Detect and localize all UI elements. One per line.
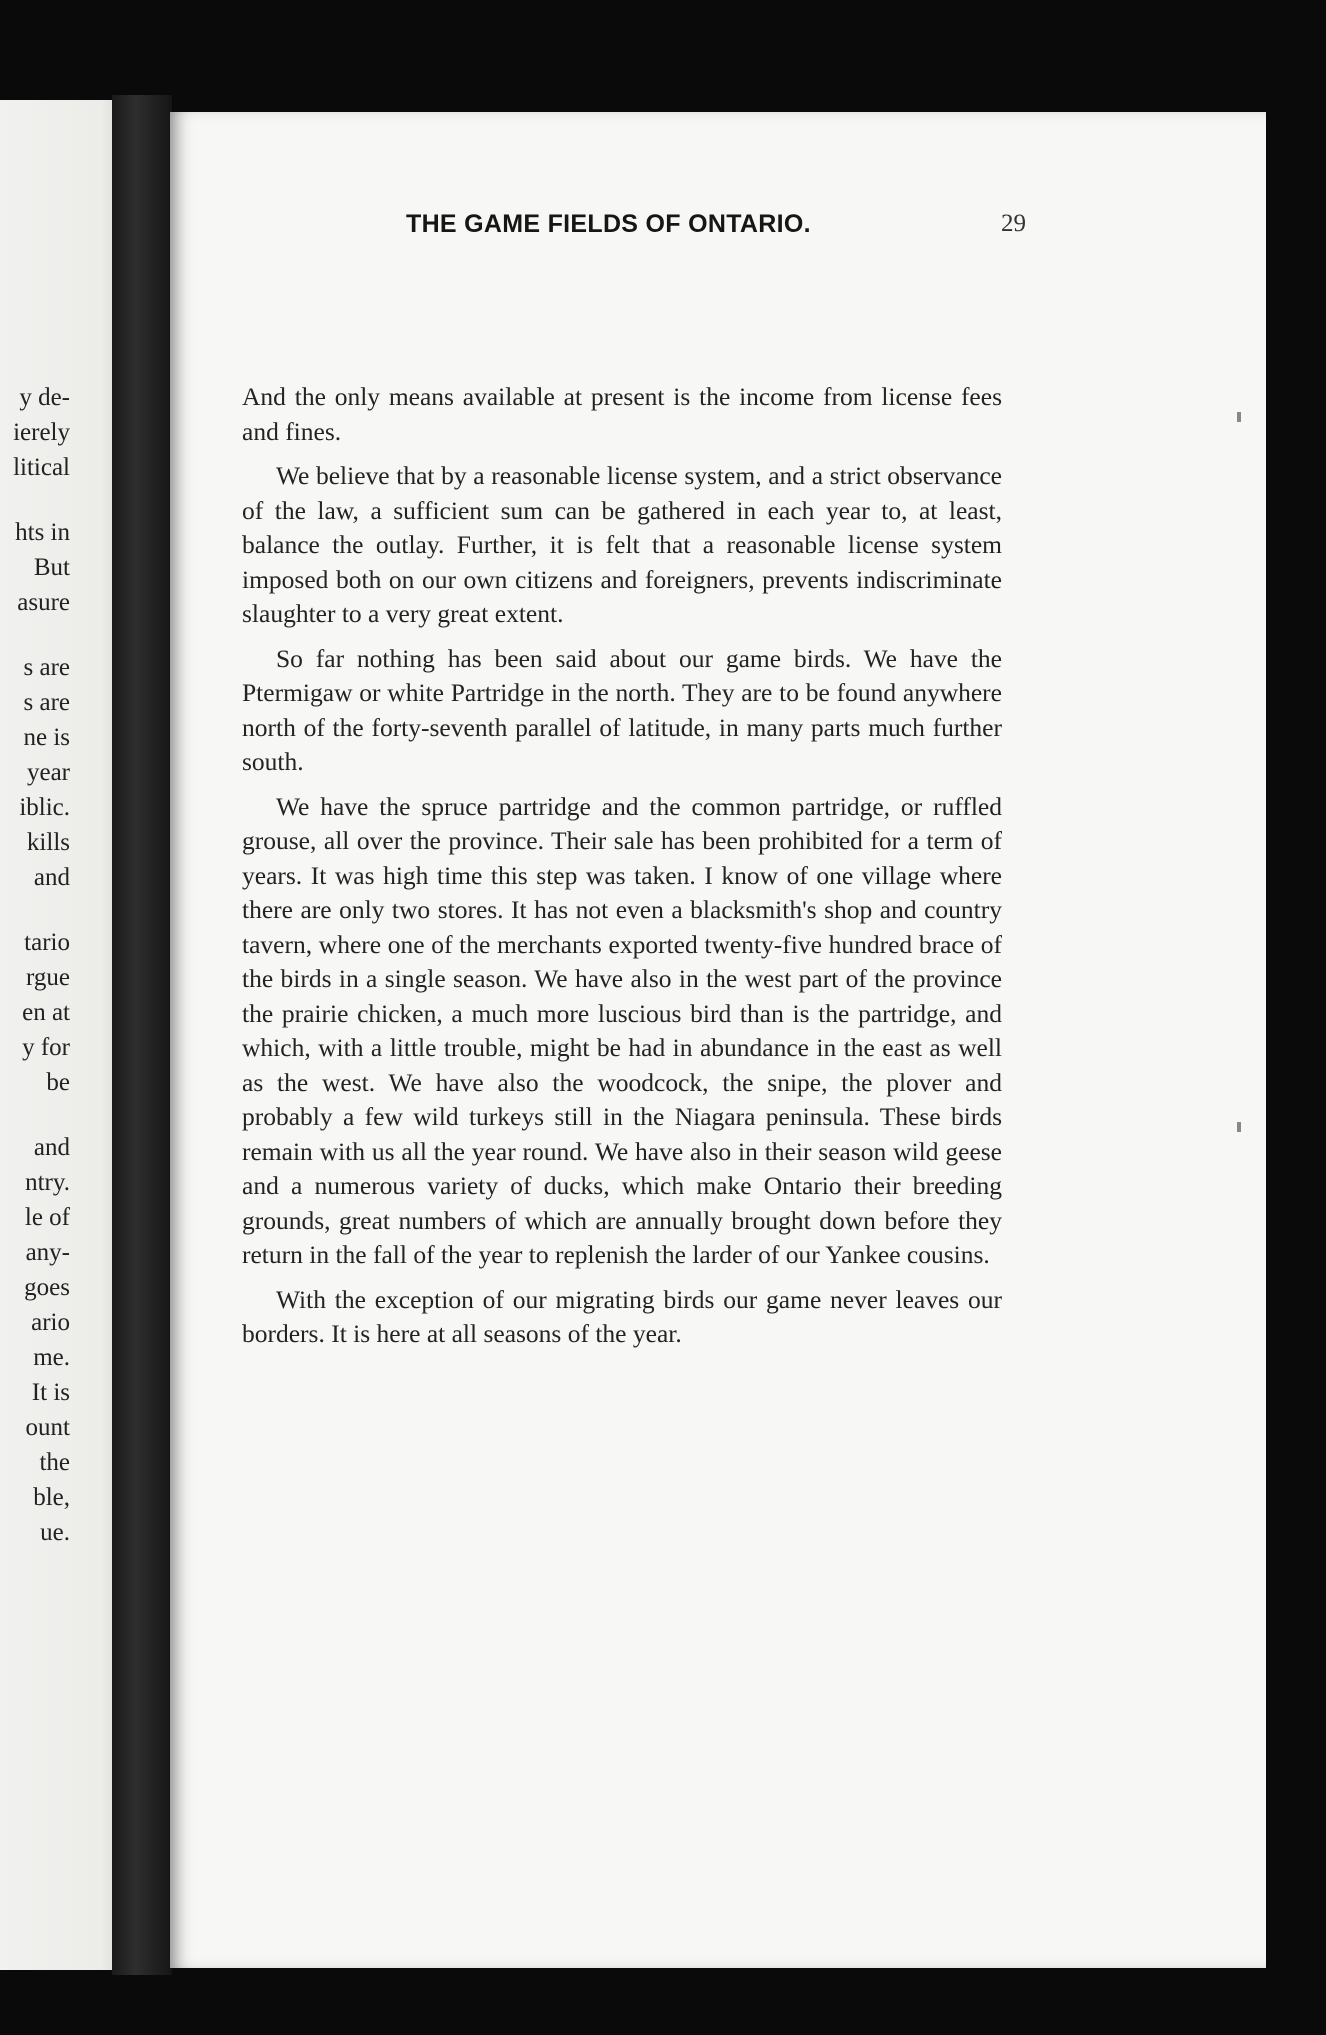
left-line-fragment: and [33, 1134, 70, 1161]
left-line-fragment: ierely [13, 419, 70, 446]
left-line-fragment: s are [23, 654, 70, 681]
paragraph: So far nothing has been said about our game birds. We have the Ptermigaw or white Partridge in the north. They are to be found anywhere north of the forty-seventh parallel of latitude, in many parts much further south. [242, 643, 1002, 776]
left-line-fragment: goes [24, 1274, 70, 1301]
left-line-fragment: y for [22, 1034, 70, 1061]
left-line-fragment: But [33, 554, 70, 581]
page-header [236, 210, 1026, 250]
paragraph: And the only means available at present is the income from license fees and fines. [242, 382, 1002, 446]
left-line-fragment: y de- [19, 384, 70, 411]
left-line-fragment: year [26, 759, 70, 786]
running-title: THE GAME FIELDS OF ONTARIO. [406, 210, 811, 238]
left-line-gap [0, 1100, 70, 1130]
left-line-gap [0, 895, 70, 925]
left-line-fragment: ble, [33, 1484, 70, 1511]
page-number: 29 [1001, 210, 1026, 237]
left-line-fragment: It is [31, 1379, 70, 1406]
left-line-gap [0, 620, 70, 650]
left-line-fragment: be [46, 1069, 70, 1096]
left-line-fragment: tario [24, 929, 70, 956]
paragraph: We believe that by a reasonable license system, and a strict observance of the law, a sufficient sum can be gathered in each year to, at least, balance the outlay. Further, it is felt that a reasonable license system imposed both on our own citizens and foreigners, prevents indiscriminate slaughter to a very great extent. [242, 461, 1002, 628]
edge-mark [1237, 1122, 1241, 1132]
left-line-fragment: litical [13, 454, 70, 481]
left-line-fragment: en at [22, 999, 70, 1026]
left-line-fragment: rgue [26, 964, 70, 991]
body-text [242, 380, 1002, 1362]
left-line-fragment: s are [23, 689, 70, 716]
left-line-fragment: ount [25, 1414, 70, 1441]
left-line-fragment: asure [17, 589, 70, 616]
book-spine [112, 95, 172, 1975]
left-line-fragment: and [33, 864, 70, 891]
left-line-fragment: ue. [40, 1519, 70, 1546]
left-line-fragment: ntry. [25, 1169, 70, 1196]
left-line-fragment: le of [24, 1204, 70, 1231]
left-page-text [0, 380, 70, 1550]
left-line-fragment: any- [25, 1239, 70, 1266]
paragraph: We have the spruce partridge and the common partridge, or ruffled grouse, all over the province. Their sale has been prohibited for a term of years. It was high time this step was taken. I know of one village where there are only two stores. It has not even a blacksmith's shop and country tavern, where one of the merchants exported twenty-five hundred brace of the birds in a single season. We have also in the west part of the province the prairie chicken, a much more luscious bird than is the partridge, and which, with a little trouble, might be had in abundance in the east as well as the west. We have also the woodcock, the snipe, the plover and probably a few wild turkeys still in the Niagara peninsula. These birds remain with us all the year round. We have also in their season wild geese and a numerous variety of ducks, which make Ontario their breeding grounds, great numbers of which are annually brought down before they return in the fall of the year to replenish the larder of our Yankee cousins. [242, 791, 1002, 1269]
left-line-fragment: ario [31, 1309, 70, 1336]
paragraph: With the exception of our migrating birds our game never leaves our borders. It is here at all seasons of the year. [242, 1284, 1002, 1348]
left-line-fragment: iblic. [19, 794, 70, 821]
left-line-fragment: me. [33, 1344, 70, 1371]
left-line-fragment: ne is [23, 724, 70, 751]
edge-mark [1237, 412, 1241, 422]
left-line-fragment: the [39, 1449, 70, 1476]
left-line-gap [0, 485, 70, 515]
left-line-fragment: hts in [15, 519, 70, 546]
left-line-fragment: kills [26, 829, 70, 856]
